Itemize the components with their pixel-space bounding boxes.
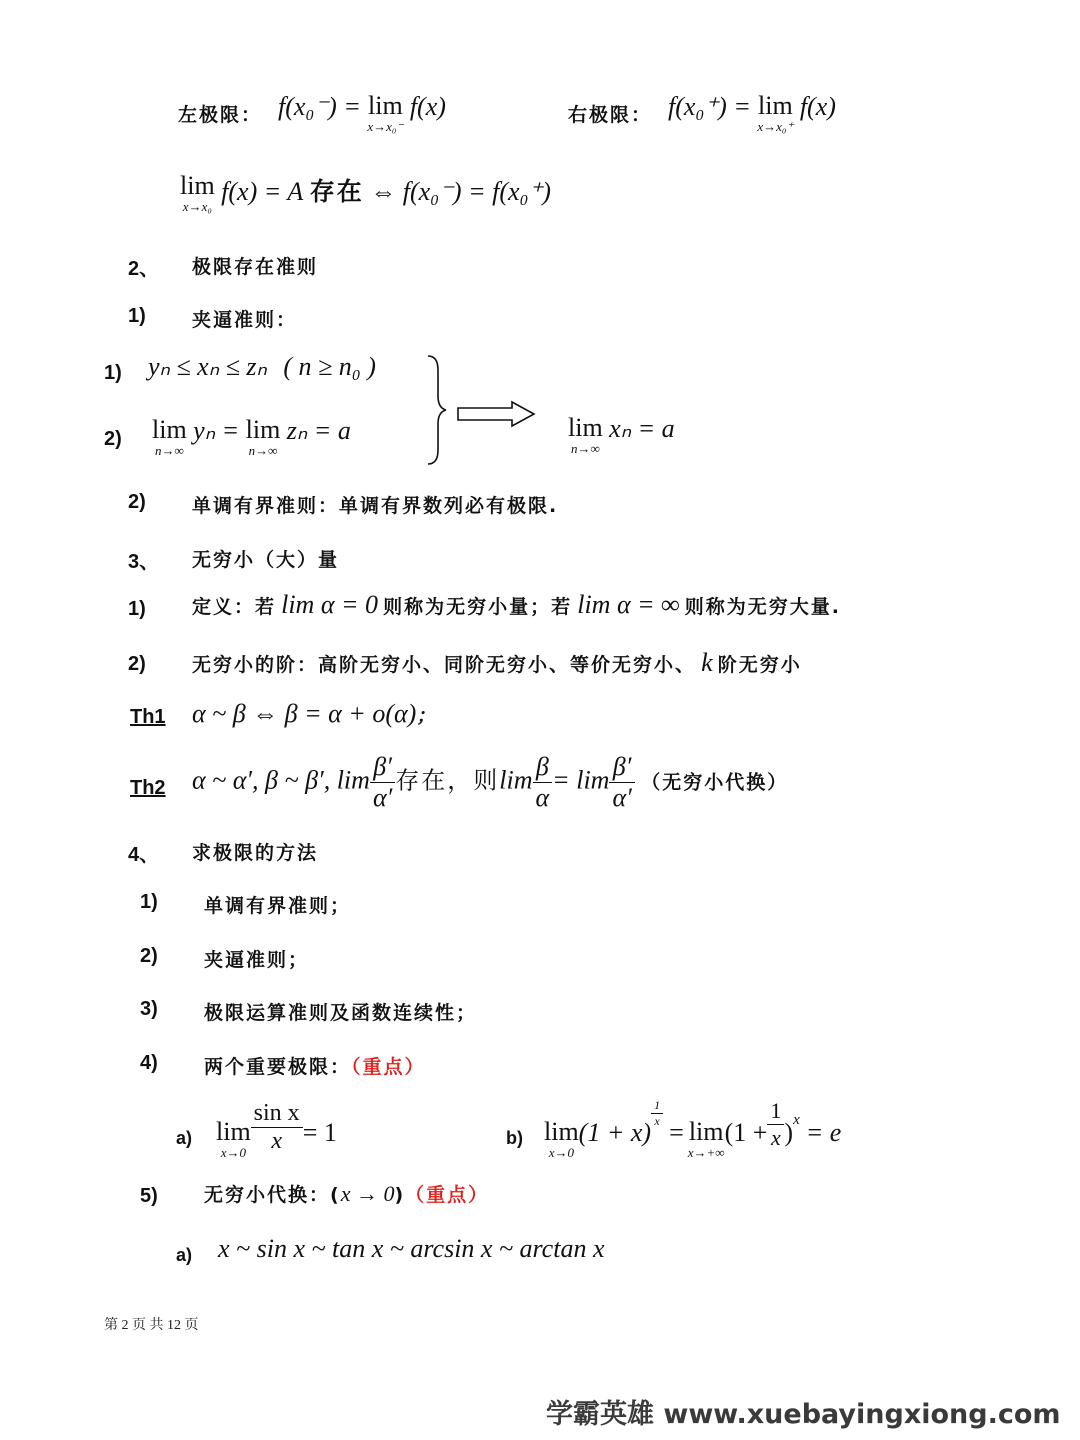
squeeze-number: 1): [128, 305, 146, 327]
th2-frac2-num: β: [533, 752, 553, 783]
right-limit-label: 右极限：: [568, 104, 653, 126]
left-limit-rhs: f(x): [409, 92, 446, 121]
th2-frac1-num: β′: [370, 752, 395, 783]
limit-b-exp-den: x: [654, 1114, 660, 1128]
definition-line: [192, 590, 841, 620]
limit-b-frac-den: x: [771, 1125, 781, 1150]
limit-b-exp-num: 1: [651, 1098, 663, 1114]
section-2-title: 极限存在准则: [192, 256, 319, 278]
limit-b-frac-num: 1: [767, 1098, 784, 1125]
result-lim: lim n→∞: [568, 413, 603, 456]
exist-lim-operator: lim x→x₀: [180, 171, 215, 214]
cond2-lim-1: lim n→∞: [152, 415, 187, 458]
section-3-number: 3、: [128, 551, 160, 573]
limit-a-formula: [216, 1100, 337, 1160]
method-4-text: [204, 1052, 426, 1079]
limit-a-rhs: = 1: [302, 1118, 337, 1147]
right-lim-sub: x→x₀⁺: [757, 119, 794, 134]
monotone-text: 单调有界准则：单调有界数列必有极限.: [192, 495, 559, 517]
th2-lim: lim: [499, 765, 533, 795]
definition-formula-1: lim α = 0: [281, 590, 379, 619]
th2-note: （无穷小代换）: [641, 771, 789, 794]
definition-formula-2: lim α = ∞: [577, 590, 680, 619]
limit-b-sub-1: x→0: [548, 1145, 574, 1160]
left-lim-operator: lim x→x₀⁻: [367, 91, 404, 134]
limit-b-label: b): [506, 1128, 523, 1148]
exist-lim-sub: x→x₀: [182, 199, 212, 214]
section-4-number: 4、: [128, 844, 160, 866]
th2-frac2-den: α: [535, 783, 550, 812]
order-text-a: 无穷小的阶：高阶无穷小、同阶无穷小、等价无穷小、: [192, 654, 697, 676]
monotone-number: 2): [128, 491, 146, 513]
left-limit-formula: [278, 92, 446, 134]
result-expression: xₙ = a: [609, 414, 675, 443]
definition-text-b: 则称为无穷小量；若: [383, 596, 573, 618]
limit-b-fraction: [767, 1098, 784, 1151]
left-limit-label: 左极限：: [178, 104, 263, 126]
definition-number: 1): [128, 598, 146, 620]
theorem-1-label: Th1: [130, 706, 166, 728]
condition-1-number: 1): [104, 362, 122, 384]
definition-text-c: 则称为无穷大量.: [684, 596, 841, 618]
limit-a-label: a): [176, 1128, 193, 1148]
order-k: k: [701, 648, 713, 677]
method-5-math: x → 0: [340, 1181, 395, 1206]
limit-b-lim-1: lim x→0: [544, 1117, 579, 1160]
limit-a-sub: x→0: [220, 1145, 246, 1160]
limit-a-fraction: [251, 1100, 303, 1155]
left-lim-sub: x→x₀⁻: [367, 119, 404, 134]
method-1-number: 1): [140, 891, 158, 913]
page-footer: 第 2 页 共 12 页: [104, 1318, 199, 1333]
limit-b-lim-2: lim x→+∞: [687, 1117, 725, 1160]
squeeze-result: [568, 414, 675, 456]
implies-arrow-icon: [458, 402, 534, 426]
limit-a-numerator: sin x: [251, 1100, 303, 1128]
squeeze-brace-arrow: [420, 350, 550, 470]
theorem-2-formula: [192, 752, 788, 813]
result-lim-sub: n→∞: [570, 441, 600, 456]
limit-b-close: ): [784, 1118, 794, 1147]
condition-2-number: 2): [104, 428, 122, 450]
limit-b-rhs: = e: [805, 1118, 842, 1147]
equivalence-label: a): [176, 1245, 193, 1265]
limit-b-exp-2: x: [793, 1112, 800, 1128]
theorem-2-label: Th2: [130, 777, 166, 799]
order-number: 2): [128, 653, 146, 675]
exist-lhs: f(x) = A: [221, 177, 304, 206]
theorem-1-expression: α ~ β ⇔ β = α + o(α): [192, 699, 417, 728]
equivalence-formula: x ~ sin x ~ tan x ~ arcsin x ~ arctan x: [218, 1234, 605, 1263]
th2-premise: α ~ α′, β ~ β′, lim: [192, 765, 370, 795]
section-3-title: 无穷小（大）量: [192, 549, 340, 571]
cond2-y: yₙ =: [193, 416, 240, 445]
right-limit-rhs: f(x): [799, 92, 836, 121]
method-5-number: 5): [140, 1185, 158, 1207]
condition-1-formula: [148, 352, 376, 382]
method-4-key-point: （重点）: [351, 1056, 426, 1078]
exist-word: 存在: [309, 177, 364, 206]
definition-text-a: 定义：若: [192, 596, 277, 618]
watermark: 学霸英雄 www.xuebayingxiong.com: [546, 1399, 1061, 1430]
right-limit-lhs: f(x₀⁺) =: [668, 92, 751, 121]
limit-existence-formula: [180, 172, 551, 214]
limit-a-lim: lim x→0: [216, 1117, 251, 1160]
method-2-text: 夹逼准则；: [204, 949, 310, 971]
left-limit-lhs: f(x₀⁻) =: [278, 92, 361, 121]
th2-fraction-1: [370, 752, 395, 813]
method-5-close: ): [394, 1184, 406, 1206]
th2-eq-lim: = lim: [552, 765, 610, 795]
limit-a-denominator: x: [271, 1128, 282, 1154]
method-1-text: 单调有界准则；: [204, 895, 352, 917]
method-2-number: 2): [140, 945, 158, 967]
method-4-label: 两个重要极限：: [204, 1056, 352, 1078]
section-4-title: 求极限的方法: [192, 842, 319, 864]
squeeze-title: 夹逼准则：: [192, 309, 298, 331]
limit-b-equals: =: [669, 1118, 684, 1147]
exist-rhs: ⇔ f(x₀⁻) = f(x₀⁺): [370, 177, 551, 206]
theorem-1-end: ；: [416, 705, 438, 727]
limit-b-base-2: (1 +: [724, 1118, 768, 1147]
method-5-line: [204, 1180, 489, 1207]
theorem-1-formula: [192, 699, 437, 729]
condition-1-range: ( n ≥ n₀ ): [283, 352, 376, 381]
condition-2-formula: [152, 416, 351, 458]
th2-frac1-den: α′: [372, 783, 393, 812]
condition-1-inequality: yₙ ≤ xₙ ≤ zₙ: [148, 352, 267, 381]
method-3-number: 3): [140, 998, 158, 1020]
cond2-lim-1-sub: n→∞: [154, 443, 184, 458]
limit-b-formula: [544, 1098, 841, 1160]
method-3-text: 极限运算准则及函数连续性；: [204, 1002, 478, 1024]
method-4-number: 4): [140, 1052, 158, 1074]
method-5-text: 无穷小代换：(: [204, 1184, 341, 1206]
right-limit-formula: [668, 92, 836, 134]
th2-fraction-2: [533, 752, 553, 813]
right-brace-icon: [428, 356, 446, 464]
limit-b-exponent: [651, 1098, 663, 1129]
th2-frac3-num: β′: [609, 752, 634, 783]
th2-frac3-den: α′: [612, 783, 632, 812]
order-line: [192, 648, 802, 678]
cond2-z: zₙ = a: [286, 416, 351, 445]
cond2-lim-2-sub: n→∞: [248, 443, 278, 458]
order-text-b: 阶无穷小: [717, 654, 802, 676]
th2-then-text: 存在，则: [395, 766, 500, 795]
limit-b-base: (1 + x): [578, 1118, 652, 1147]
cond2-lim-2: lim n→∞: [245, 415, 281, 458]
limit-b-sub-2: x→+∞: [687, 1145, 725, 1160]
th2-fraction-3: [609, 752, 634, 813]
method-5-key-point: （重点）: [405, 1184, 490, 1206]
section-2-number: 2、: [128, 258, 160, 280]
right-lim-operator: lim x→x₀⁺: [757, 91, 794, 134]
